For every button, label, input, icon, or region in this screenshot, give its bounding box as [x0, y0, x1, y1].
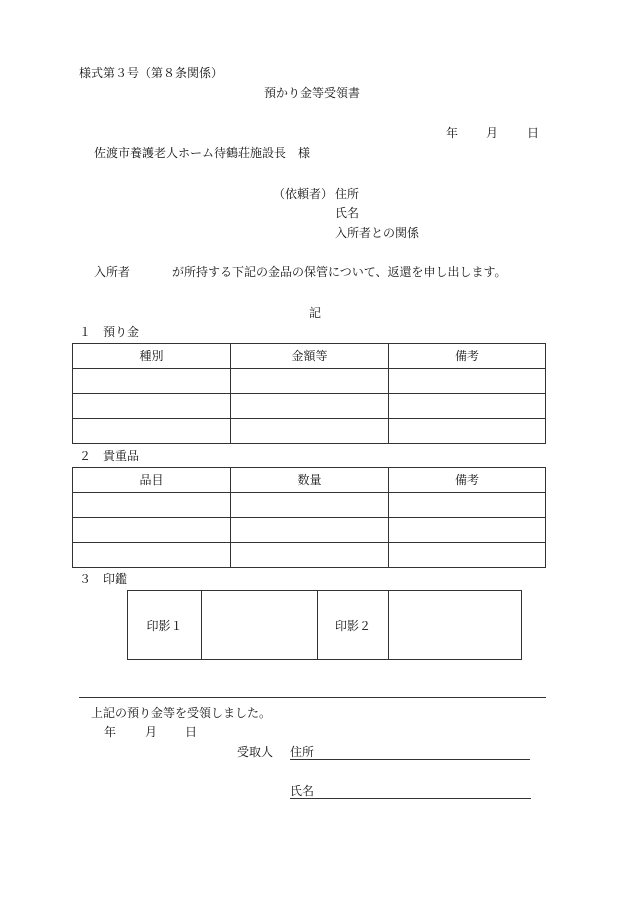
date-day-label: 日 [527, 126, 540, 140]
header-remarks: 備考 [389, 468, 546, 493]
receiver-address-label: 住所 [290, 745, 315, 759]
table-cell[interactable] [389, 369, 546, 394]
deposit-table-header [73, 344, 546, 369]
receipt-month-label: 月 [145, 725, 158, 739]
date-month-label: 月 [486, 126, 499, 140]
section3-heading: ３ 印鑑 [79, 572, 128, 586]
header-item: 品目 [73, 468, 231, 493]
table-cell[interactable] [73, 419, 231, 444]
table-row [73, 394, 546, 419]
receipt-day-label: 日 [185, 725, 198, 739]
table-row [73, 369, 546, 394]
seal-table [127, 590, 522, 660]
addressee: 佐渡市養護老人ホーム待鶴荘施設長 様 [94, 146, 311, 160]
table-cell[interactable] [231, 543, 389, 568]
requester-label: （依頼者） [273, 187, 334, 201]
receiver-name-label: 氏名 [290, 784, 315, 798]
document-title: 預かり金等受領書 [264, 86, 361, 100]
divider [79, 697, 546, 698]
table-cell[interactable] [389, 419, 546, 444]
receiver-address-field[interactable] [290, 745, 530, 760]
table-cell[interactable] [231, 394, 389, 419]
seal2-label: 印影２ [317, 591, 388, 659]
section1-heading: １ 預り金 [79, 325, 140, 339]
request-statement: が所持する下記の金品の保管について、返還を申し出します。 [172, 265, 507, 279]
table-cell[interactable] [73, 394, 231, 419]
section2-heading: ２ 貴重品 [79, 449, 140, 463]
form-number: 様式第３号（第８条関係） [79, 66, 224, 80]
resident-label: 入所者 [94, 265, 131, 279]
header-remarks: 備考 [389, 344, 546, 369]
header-type: 種別 [73, 344, 231, 369]
ki-heading: 記 [309, 306, 322, 320]
receipt-statement: 上記の預り金等を受領しました。 [91, 706, 272, 720]
header-amount: 金額等 [231, 344, 389, 369]
requester-name-label: 氏名 [335, 206, 360, 220]
table-cell[interactable] [389, 518, 546, 543]
seal2-box[interactable] [388, 591, 521, 659]
requester-address-label: 住所 [335, 187, 360, 201]
date-year-label: 年 [446, 126, 459, 140]
header-quantity: 数量 [231, 468, 389, 493]
table-cell[interactable] [73, 493, 231, 518]
table-cell[interactable] [231, 518, 389, 543]
seal1-box[interactable] [201, 591, 317, 659]
table-row [73, 518, 546, 543]
valuables-table [72, 467, 546, 568]
deposit-table [72, 343, 546, 444]
table-cell[interactable] [73, 369, 231, 394]
receipt-year-label: 年 [104, 725, 117, 739]
seal1-label: 印影１ [146, 618, 183, 633]
relation-label: 入所者との関係 [335, 226, 420, 240]
table-cell[interactable] [389, 543, 546, 568]
table-cell[interactable] [73, 543, 231, 568]
table-row [73, 419, 546, 444]
table-cell[interactable] [389, 394, 546, 419]
table-row [73, 493, 546, 518]
table-cell[interactable] [389, 493, 546, 518]
table-cell[interactable] [231, 369, 389, 394]
table-row [73, 543, 546, 568]
table-cell[interactable] [231, 419, 389, 444]
table-cell[interactable] [231, 493, 389, 518]
receiver-label: 受取人 [237, 745, 274, 759]
table-cell[interactable] [73, 518, 231, 543]
receiver-name-field[interactable] [290, 784, 531, 799]
valuables-table-header [73, 468, 546, 493]
